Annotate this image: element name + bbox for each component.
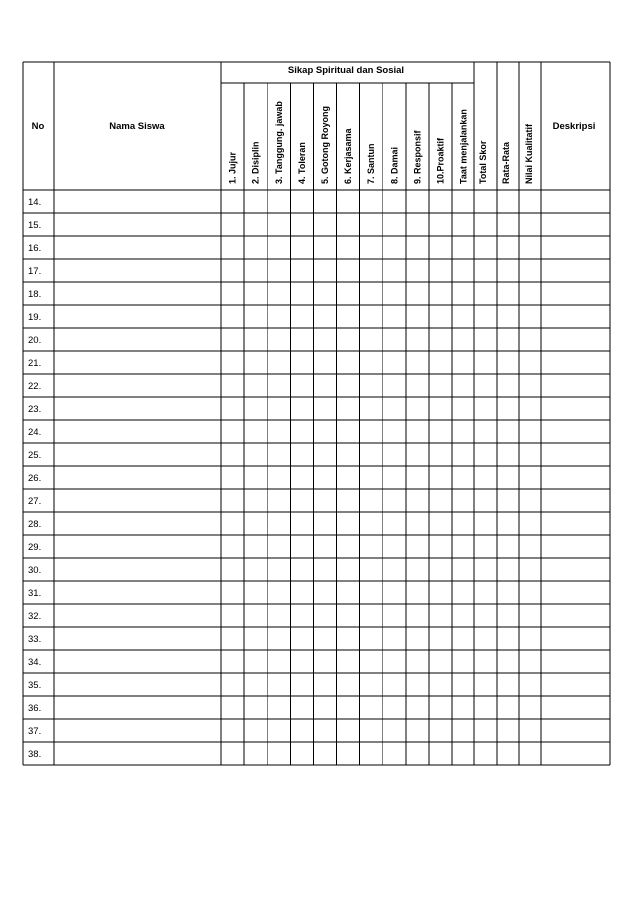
aspect-header: 8. Damai bbox=[389, 146, 400, 184]
row-number: 20. bbox=[28, 335, 42, 346]
row-number: 24. bbox=[28, 427, 42, 438]
row-number: 36. bbox=[28, 703, 42, 714]
row-number: 16. bbox=[28, 243, 42, 254]
row-number: 29. bbox=[28, 542, 42, 553]
aspect-header: Taat menjalankan bbox=[458, 109, 469, 184]
row-number: 18. bbox=[28, 289, 42, 300]
row-number: 17. bbox=[28, 266, 42, 277]
row-number: 25. bbox=[28, 450, 42, 461]
row-number: 22. bbox=[28, 381, 42, 392]
row-number: 33. bbox=[28, 634, 42, 645]
aspect-header: 3. Tanggung. jawab bbox=[273, 101, 284, 184]
row-number: 31. bbox=[28, 588, 42, 599]
summary-headers bbox=[478, 123, 534, 184]
aspect-header: 7. Santun bbox=[366, 143, 377, 184]
header-rata-rata: Rata-Rata bbox=[501, 141, 511, 184]
aspect-header: 9. Responsif bbox=[412, 130, 423, 184]
row-number: 27. bbox=[28, 496, 42, 507]
aspect-header: 4. Toleran bbox=[296, 142, 307, 184]
row-number: 37. bbox=[28, 726, 42, 737]
row-number: 23. bbox=[28, 404, 42, 415]
row-number: 15. bbox=[28, 220, 42, 231]
table-rows bbox=[28, 197, 41, 760]
row-number: 30. bbox=[28, 565, 42, 576]
table-grid bbox=[23, 62, 610, 765]
row-number: 32. bbox=[28, 611, 42, 622]
header-nilai-kualitatif: Nilai Kualitatif bbox=[524, 123, 534, 184]
row-number: 14. bbox=[28, 197, 42, 208]
row-number: 19. bbox=[28, 312, 42, 323]
row-number: 21. bbox=[28, 358, 42, 369]
aspect-headers bbox=[228, 101, 469, 184]
aspect-header: 1. Jujur bbox=[227, 151, 238, 184]
header-deskripsi: Deskripsi bbox=[552, 121, 596, 132]
header-sikap-group: Sikap Spiritual dan Sosial bbox=[287, 65, 405, 76]
row-number: 26. bbox=[28, 473, 42, 484]
row-number: 34. bbox=[28, 657, 42, 668]
header-no: No bbox=[31, 121, 45, 132]
row-number: 28. bbox=[28, 519, 42, 530]
aspect-header: 10.Proaktif bbox=[435, 137, 446, 184]
header-total-skor: Total Skor bbox=[478, 140, 488, 184]
row-number: 35. bbox=[28, 680, 42, 691]
aspect-header: 5. Gotong Royong bbox=[319, 106, 330, 184]
aspect-header: 6. Kerjasama bbox=[343, 128, 354, 184]
row-number: 38. bbox=[28, 749, 42, 760]
aspect-header: 2. Disiplin bbox=[250, 141, 261, 184]
header-nama-siswa: Nama Siswa bbox=[109, 121, 165, 132]
